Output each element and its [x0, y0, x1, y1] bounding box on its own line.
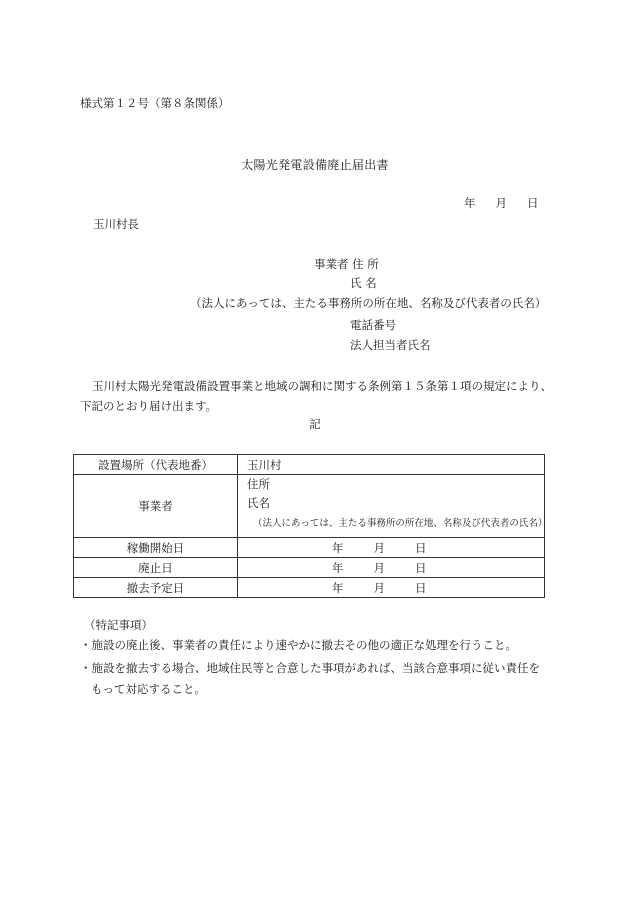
applicant-name-label: 氏 名 — [350, 276, 377, 290]
location-label: 設置場所（代表地番） — [74, 455, 238, 475]
applicant-corporate-note: （法人にあっては、主たる事務所の所在地、名称及び代表者の氏名） — [190, 296, 547, 310]
date-day: 日 — [415, 560, 427, 575]
operator-label: 事業者 — [74, 475, 238, 538]
document-title: 太陽光発電設備廃止届出書 — [241, 158, 389, 172]
applicant-contact-label: 法人担当者氏名 — [350, 338, 431, 352]
applicant-address-label: 事業者 住 所 — [314, 257, 379, 271]
start-date-label: 稼働開始日 — [74, 538, 238, 558]
operator-address-label: 住所 — [247, 477, 270, 491]
date-month: 月 — [495, 196, 507, 210]
operator-name-label: 氏名 — [247, 496, 270, 510]
table-row — [74, 455, 545, 475]
addressee: 玉川村長 — [93, 217, 139, 231]
table-row — [74, 538, 545, 558]
date-day: 日 — [415, 540, 427, 555]
removal-date-value — [238, 578, 545, 598]
date-year: 年 — [332, 560, 344, 575]
date-year: 年 — [464, 196, 476, 210]
start-date-value — [238, 538, 545, 558]
date-day: 日 — [415, 580, 427, 595]
removal-date-label: 撤去予定日 — [74, 578, 238, 598]
date-month: 月 — [373, 580, 385, 595]
abolition-date-value — [238, 558, 545, 578]
abolition-date-label: 廃止日 — [74, 558, 238, 578]
operator-corporate-note: （法人にあっては、主たる事務所の所在地、名称及び代表者の氏名） — [253, 518, 548, 529]
form-number: 様式第１２号（第８条関係） — [80, 96, 230, 110]
table-row — [74, 558, 545, 578]
table-row — [74, 475, 545, 538]
date-month: 月 — [373, 560, 385, 575]
notification-table — [73, 454, 548, 598]
submission-date — [464, 195, 539, 211]
notes-heading: （特記事項） — [84, 618, 153, 632]
note-item-1: ・施設の廃止後、事業者の責任により速やかに撤去その他の適正な処理を行うこと。 — [80, 638, 517, 652]
body-text: 玉川村太陽光発電設備設置事業と地域の調和に関する条例第１５条第１項の規定により、下記のとおり届け出ます。 — [80, 379, 552, 413]
ki-heading: 記 — [309, 417, 321, 431]
date-month: 月 — [373, 540, 385, 555]
applicant-phone-label: 電話番号 — [350, 318, 396, 332]
table-row — [74, 578, 545, 598]
date-day: 日 — [527, 196, 539, 210]
note-item-2-continued: もって対応すること。 — [91, 682, 206, 696]
date-year: 年 — [332, 580, 344, 595]
date-year: 年 — [332, 540, 344, 555]
location-value: 玉川村 — [238, 455, 545, 475]
operator-cell — [238, 475, 548, 538]
note-item-2: ・施設を撤去する場合、地域住民等と合意した事項があれば、当該合意事項に従い責任を — [80, 661, 540, 675]
